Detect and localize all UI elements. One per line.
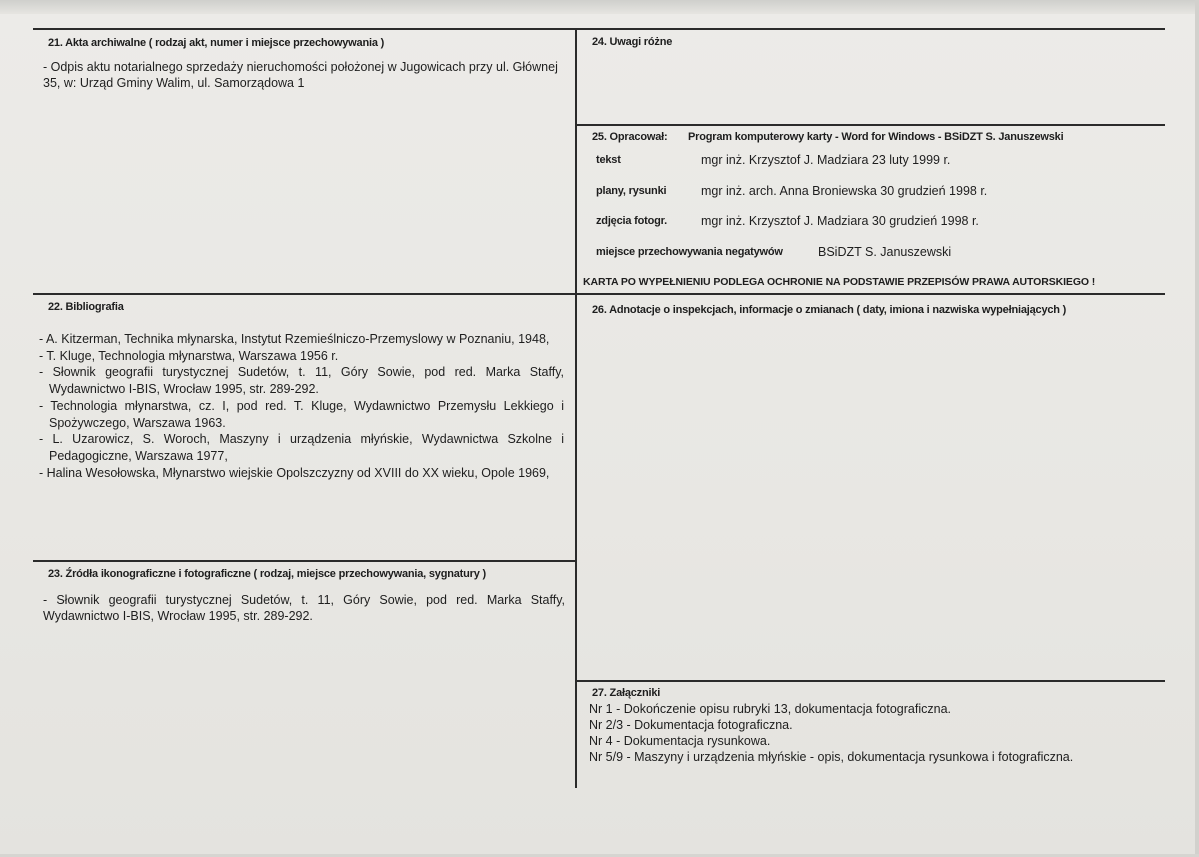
section-24-title: 24. Uwagi różne — [592, 36, 673, 48]
rule-26-27 — [576, 680, 1165, 682]
author-row-label: tekst — [596, 154, 621, 166]
rule-21-22 — [33, 293, 576, 295]
scan-right-edge — [1195, 0, 1199, 857]
section-23-text: - Słownik geografii turystycznej Sudetów, t. 11, Góry Sowie, pod red. Marka Staffy, Wydawnictwo I-BIS, Wrocław 1995, str. 289-292. — [43, 593, 565, 623]
author-row-photos — [596, 214, 1156, 232]
author-row-label: zdjęcia fotogr. — [596, 215, 667, 227]
list-item: - Technologia młynarstwa, cz. I, pod red. T. Kluge, Wydawnictwo Przemysłu Lekkiego i Spożywczego, Warszawa 1963. — [39, 398, 564, 430]
list-item: - A. Kitzerman, Technika młynarska, Instytut Rzemieślniczo-Przemyslowy w Poznaniu, 1948, — [39, 332, 550, 346]
author-row-value: mgr inż. Krzysztof J. Madziara 23 luty 1999 r. — [701, 153, 951, 167]
negatives-value: BSiDZT S. Januszewski — [818, 245, 952, 259]
top-rule — [33, 28, 1165, 30]
copyright-notice: KARTA PO WYPEŁNIENIU PODLEGA OCHRONIE NA PODSTAWIE PRZEPISÓW PRAWA AUTORSKIEGO ! — [583, 276, 1096, 288]
author-row-label: plany, rysunki — [596, 185, 667, 197]
list-item: - Słownik geografii turystycznej Sudetów, t. 11, Góry Sowie, pod red. Marka Staffy, Wydawnictwo I-BIS, Wrocław 1995, str. 289-292. — [39, 365, 564, 397]
list-item: - T. Kluge, Technologia młynarstwa, Warszawa 1956 r. — [39, 348, 339, 363]
author-row-value: mgr inż. Krzysztof J. Madziara 30 grudzień 1998 r. — [701, 214, 979, 228]
section-21-text: - Odpis aktu notarialnego sprzedaży nieruchomości położonej w Jugowicach przy ul. Głównej 35, w: Urząd Gminy Walim, ul. Samorządowa 1 — [43, 60, 558, 90]
section-27-title: 27. Załączniki — [592, 687, 661, 699]
rule-25-26 — [576, 293, 1165, 295]
rule-24-25 — [576, 124, 1165, 126]
list-item: - Halina Wesołowska, Młynarstwo wiejskie Opolszczyzny od XVIII do XX wieku, Opole 1969, — [39, 465, 550, 480]
author-row-plans — [596, 184, 1156, 202]
author-row-text — [596, 153, 1156, 171]
section-25-title: 25. Opracował: — [592, 131, 668, 143]
negatives-row — [596, 245, 1156, 263]
section-25-program: Program komputerowy karty - Word for Windows - BSiDZT S. Januszewski — [688, 131, 1064, 143]
scan-top-edge — [0, 0, 1199, 14]
author-row-value: mgr inż. arch. Anna Broniewska 30 grudzień 1998 r. — [701, 184, 988, 198]
attachment-item: Nr 1 - Dokończenie opisu rubryki 13, dokumentacja fotograficzna. — [589, 702, 951, 716]
list-item: - L. Uzarowicz, S. Woroch, Maszyny i urządzenia młyńskie, Wydawnictwa Szkolne i Pedagogiczne, Warszawa 1977, — [39, 432, 564, 463]
section-23-title: 23. Źródła ikonograficzne i fotograficzne ( rodzaj, miejsce przechowywania, sygnatury ) — [48, 568, 486, 580]
section-22-title: 22. Bibliografia — [48, 301, 124, 313]
attachment-item: Nr 5/9 - Maszyny i urządzenia młyńskie - opis, dokumentacja rysunkowa i fotograficzna. — [589, 750, 1074, 764]
rule-22-23 — [33, 560, 576, 562]
attachment-item: Nr 4 - Dokumentacja rysunkowa. — [589, 734, 771, 748]
section-26-title: 26. Adnotacje o inspekcjach, informacje o zmianach ( daty, imiona i nazwiska wypełniających ) — [592, 304, 1067, 316]
negatives-label: miejsce przechowywania negatywów — [596, 246, 783, 258]
attachment-item: Nr 2/3 - Dokumentacja fotograficzna. — [589, 718, 793, 732]
section-21-title: 21. Akta archiwalne ( rodzaj akt, numer i miejsce przechowywania ) — [48, 37, 385, 49]
center-divider — [575, 28, 577, 788]
bibliography-list — [39, 331, 564, 481]
